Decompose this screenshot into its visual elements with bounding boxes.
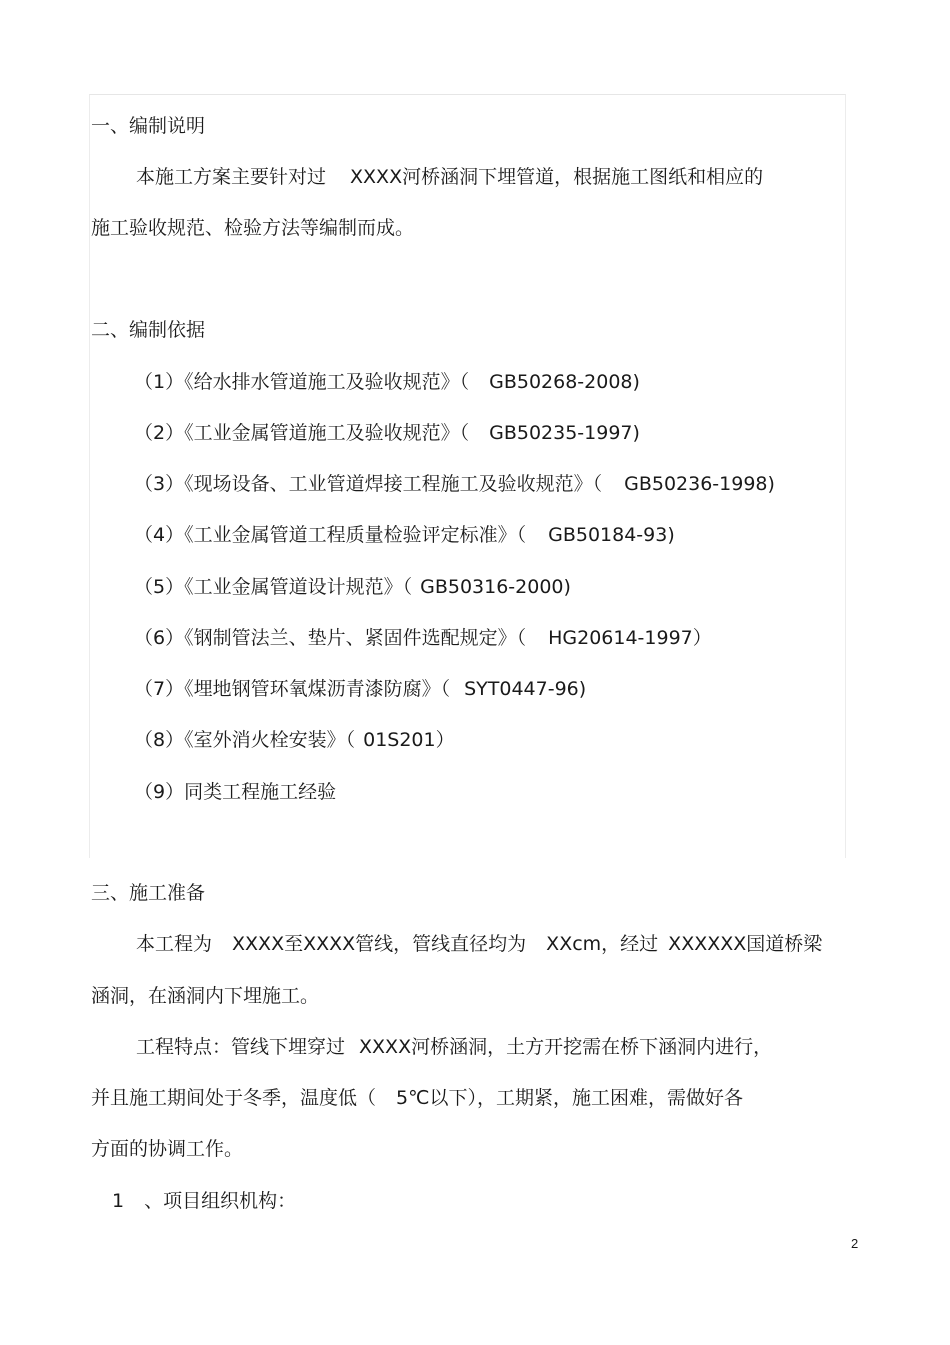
section-heading-2: 二、编制依据 xyxy=(91,319,206,341)
reference-title: 《工业金属管道施工及验收规范》（ xyxy=(184,422,470,444)
reference-title: 《工业金属管道工程质量检验评定标准》（ xyxy=(184,524,527,546)
reference-item xyxy=(134,780,336,804)
reference-number: （8） xyxy=(134,729,185,751)
reference-number: （5） xyxy=(134,576,185,598)
reference-number: （6） xyxy=(134,627,185,649)
text-segment: XXXX河桥涵洞下埋管道，根据施工图纸和相应的 xyxy=(350,166,764,188)
section-heading-3: 三、施工准备 xyxy=(91,882,206,904)
paragraph-line: 涵洞，在涵洞内下埋施工。 xyxy=(91,985,320,1007)
subsection-heading xyxy=(112,1189,296,1213)
reference-code: GB50235-1997) xyxy=(489,422,640,444)
paragraph-line: 施工验收规范、检验方法等编制而成。 xyxy=(91,217,415,239)
reference-code: GB50316-2000) xyxy=(420,576,571,598)
reference-item xyxy=(134,421,640,445)
reference-code: GB50184-93) xyxy=(548,524,675,546)
reference-title: 《现场设备、工业管道焊接工程施工及验收规范》（ xyxy=(184,473,603,495)
reference-number: （3） xyxy=(134,473,185,495)
text-segment: 本工程为 xyxy=(136,933,213,955)
subsection-number: 1 xyxy=(112,1190,125,1212)
reference-number: （2） xyxy=(134,422,185,444)
text-segment: 并且施工期间处于冬季，温度低（ xyxy=(91,1087,377,1109)
reference-number: （4） xyxy=(134,524,185,546)
reference-item xyxy=(134,626,712,650)
paragraph-line xyxy=(136,165,763,189)
section-heading-1: 一、编制说明 xyxy=(91,115,206,137)
subsection-title: 、项目组织机构： xyxy=(144,1190,297,1212)
reference-number: （9） xyxy=(134,781,185,803)
paragraph-line: 方面的协调工作。 xyxy=(91,1138,244,1160)
reference-title: 《工业金属管道设计规范》（ xyxy=(184,576,413,598)
reference-code: 01S201） xyxy=(363,729,455,751)
reference-item xyxy=(134,472,775,496)
reference-title: 《室外消火栓安装》（ xyxy=(184,729,356,751)
paragraph-line xyxy=(91,1086,743,1110)
text-segment: 5℃以下），工期紧，施工困难，需做好各 xyxy=(396,1087,743,1109)
page-number: 2 xyxy=(851,1236,859,1251)
reference-code: GB50268-2008) xyxy=(489,371,640,393)
text-segment: XXXX管线，管线直径均为 xyxy=(303,933,527,955)
text-segment: 工程特点：管线下埋穿过 xyxy=(136,1036,346,1058)
reference-code: HG20614-1997） xyxy=(548,627,712,649)
text-segment: 本施工方案主要针对过 xyxy=(136,166,327,188)
reference-title: 同类工程施工经验 xyxy=(184,781,337,803)
reference-title: 《钢制管法兰、垫片、紧固件选配规定》（ xyxy=(184,627,527,649)
paragraph-line xyxy=(136,932,822,956)
text-segment: XXXXXX国道桥梁 xyxy=(668,933,823,955)
reference-item xyxy=(134,728,455,752)
paragraph-line xyxy=(136,1035,772,1059)
reference-number: （1） xyxy=(134,371,185,393)
text-segment: XXXX河桥涵洞，土方开挖需在桥下涵洞内进行， xyxy=(359,1036,773,1058)
reference-title: 《埋地钢管环氧煤沥青漆防腐》（ xyxy=(184,678,451,700)
text-segment: XXcm，经过 xyxy=(546,933,659,955)
reference-item xyxy=(134,575,571,599)
reference-item xyxy=(134,677,586,701)
reference-code: SYT0447-96) xyxy=(464,678,587,700)
reference-title: 《给水排水管道施工及验收规范》（ xyxy=(184,371,470,393)
reference-code: GB50236-1998) xyxy=(624,473,775,495)
reference-item xyxy=(134,370,640,394)
text-segment: XXXX至 xyxy=(232,933,304,955)
reference-number: （7） xyxy=(134,678,185,700)
reference-item xyxy=(134,523,675,547)
